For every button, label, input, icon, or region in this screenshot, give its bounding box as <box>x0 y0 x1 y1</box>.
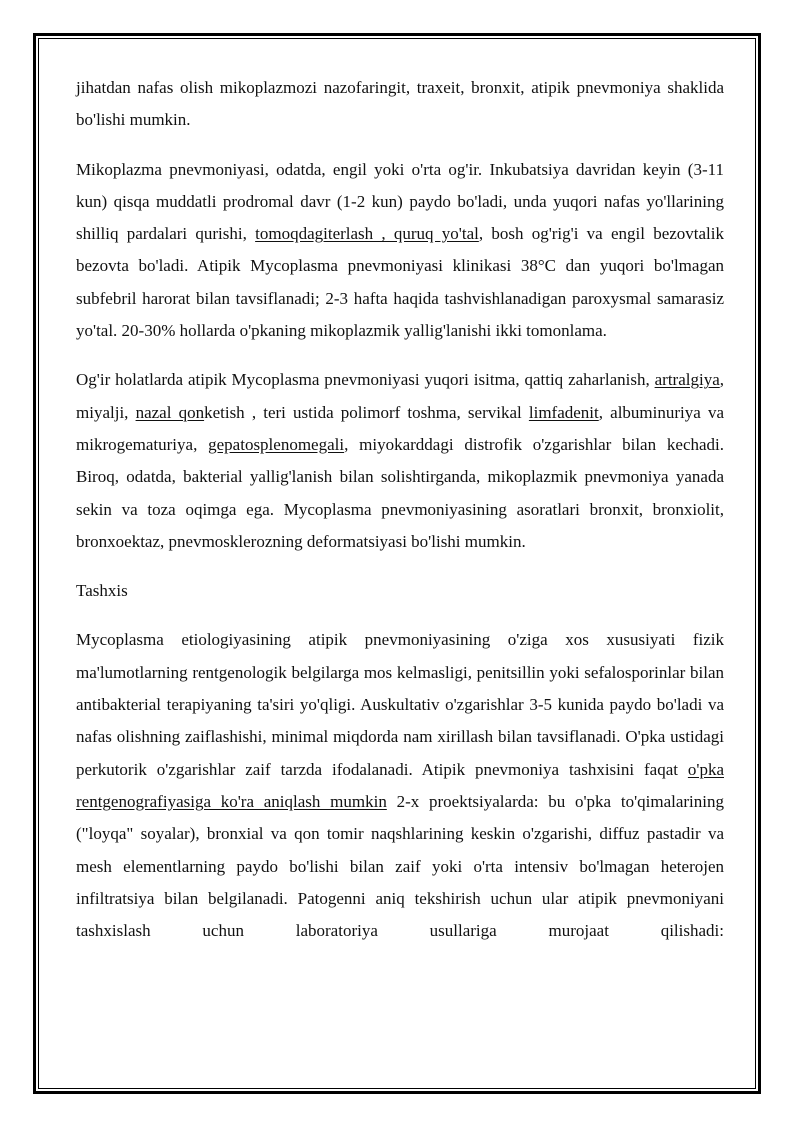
paragraph-text: Mikoplazma pnevmoniyasi, odatda, engil yoki o'rta og'ir. Inkubatsiya davridan keyin (3-11 kun) qisqa muddatli prodromal davr (1-2 kun) paydo bo'ladi, unda yuqori nafas yo'llarining shilliq pardalari qurishi, <box>76 159 724 244</box>
paragraph-text: , albuminuriya va mikrogematuriya, <box>76 402 724 454</box>
paragraph-text: jihatdan nafas olish mikoplazmozi nazofaringit, traxeit, bronxit, atipik pnevmoniya shaklida bo'lishi mumkin. <box>76 78 724 130</box>
paragraph-text: , miyokarddagi distrofik o'zgarishlar bilan kechadi. Biroq, odatda, bakterial yallig'lanish bilan solishtirganda, mikoplazmik pnevmoniya yanada sekin va toza oqimga ega. Mycoplasma pnevmoniyasining asoratlari bronxit, bronxiolit, bronxoektaz, pnevmosklerozning deformatsiyasi bo'lishi mumkin. <box>76 434 725 551</box>
paragraph-text: Og'ir holatlarda atipik Mycoplasma pnevmoniyasi yuqori isitma, qattiq zaharlanish, <box>76 370 655 390</box>
link-artralgiya[interactable]: artralgiya <box>654 370 720 390</box>
section-heading <box>76 575 724 607</box>
heading-text: Tashxis <box>76 581 128 601</box>
link-tomoqdagiterlash[interactable]: tomoqdagiterlash , quruq yo'tal <box>255 224 479 244</box>
link-nazal-qon[interactable]: nazal qon <box>135 402 205 422</box>
link-rentgenografiya[interactable]: o'pka rentgenografiyasiga ko'ra aniqlash mumkin <box>76 759 724 811</box>
link-gepatosplenomegali[interactable]: gepatosplenomegali <box>208 434 345 454</box>
paragraph-severe-cases <box>76 364 724 558</box>
paragraph-intro <box>76 72 724 137</box>
paragraph-text: ketish , teri ustida polimorf toshma, servikal <box>204 402 529 422</box>
document-body <box>76 72 724 947</box>
paragraph-text: 2-x proektsiyalarda: bu o'pka to'qimalarining ("loyqa" soyalar), bronxial va qon tomir naqshlarining keskin o'zgarishi, diffuz pastadir va mesh elementlarning paydo bo'lishi bilan zaif yoki o'rta intensiv bo'lmagan heterojen infiltratsiya bilan belgilanadi. Patogenni aniq tekshirish uchun ular atipik pnevmoniyani tashxislash uchun laboratoriya usullariga murojaat qilishadi: <box>76 791 724 941</box>
link-limfadenit[interactable]: limfadenit <box>528 402 599 422</box>
paragraph-text: Mycoplasma etiologiyasining atipik pnevmoniyasining o'ziga xos xususiyati fizik ma'lumotlarning rentgenologik belgilarga mos kelmasligi, penitsillin yoki sefalosporinlar bilan antibakterial terapiyaning ta'siri yo'qligi. Auskultativ o'zgarishlar 3-5 kunida paydo bo'ladi va nafas olishning zaiflashishi, minimal miqdorda nam xirillash bilan tavsiflanadi. O'pka ustidagi perkutorik o'zgarishlar zaif tarzda ifodalanadi. Atipik pnevmoniya tashxisini faqat <box>76 630 724 779</box>
paragraph-diagnosis <box>76 624 724 947</box>
paragraph-symptoms <box>76 154 724 348</box>
paragraph-text: , bosh og'rig'i va engil bezovtalik bezovta bo'ladi. Atipik Mycoplasma pnevmoniyasi klinikasi 38°C dan yuqori bo'lmagan subfebril harorat bilan tavsiflanadi; 2-3 hafta haqida tashvishlanadigan paroxysmal samarasiz yo'tal. 20-30% hollarda o'pkaning mikoplazmik yallig'lanishi ikki tomonlama. <box>76 224 725 341</box>
paragraph-text: , miyalji, <box>76 370 724 422</box>
